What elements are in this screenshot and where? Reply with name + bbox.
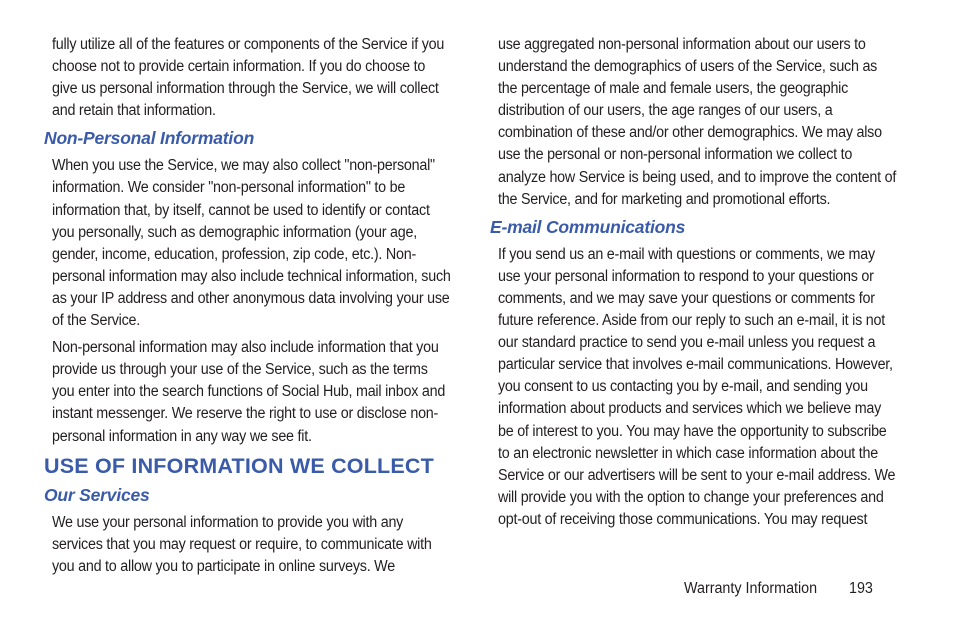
page-number: 193 bbox=[848, 580, 873, 597]
left-column bbox=[44, 34, 454, 583]
email-communications-paragraph: If you send us an e-mail with questions or comments, we may use your personal information to respond to your questions or comments, and we may save your questions or comments for future reference. Aside from our reply to such an e-mail, it is not our standard practice to send you e-mail unless you request a particular service that involves e-mail communications. However, you consent to us contacting you by e-mail, and sending you information about products and services which we believe may be of interest to you. You may have the opportunity to subscribe to an electronic newsletter in which case information about the Service or our advertisers will be sent to your e-mail address. We will provide you with the option to change your preferences and opt-out of receiving those communications. You may request bbox=[498, 245, 896, 528]
intro-paragraph: fully utilize all of the features or components of the Service if you choose not to provide certain information. If you do choose to give us personal information through the Service, we will collect and retain that information. bbox=[52, 36, 445, 120]
our-services-paragraph: We use your personal information to provide you with any services that you may request or require, to communicate with you and to allow you to participate in online surveys. We bbox=[52, 513, 432, 575]
non-personal-paragraph-2: Non-personal information may also include information that you provide us through your use of the Service, such as the terms you enter into the search functions of Social Hub, mail inbox and instant messenger. We reserve the right to use or disclose non-personal information in any way we see fit. bbox=[52, 339, 446, 445]
right-column bbox=[490, 34, 900, 536]
footer-section-title: Warranty Information bbox=[684, 580, 818, 597]
email-communications-heading: E-mail Communications bbox=[490, 216, 686, 237]
page-footer bbox=[684, 578, 873, 600]
aggregated-info-paragraph: use aggregated non-personal information about our users to understand the demographics of users of the Service, such as the percentage of male and female users, the geographic distribution of our users, the age ranges of our users, a combination of these and/or other demographics. We may also use the personal or non-personal information we collect to analyze how Service is being used, and to improve the content of the Service, and for marketing and promotional efforts. bbox=[498, 36, 897, 208]
use-of-information-heading: USE OF INFORMATION WE COLLECT bbox=[44, 453, 434, 478]
non-personal-information-heading: Non-Personal Information bbox=[44, 128, 255, 149]
non-personal-paragraph-1: When you use the Service, we may also collect "non-personal" information. We consider "non-personal information" to be information that, by itself, cannot be used to identify or contact you personally, such as demographic information (your age, gender, income, education, profession, zip code, etc.). Non-personal information may also include technical information, such as your IP address and other anonymous data involving your use of the Service. bbox=[52, 157, 451, 330]
our-services-heading: Our Services bbox=[44, 484, 150, 505]
